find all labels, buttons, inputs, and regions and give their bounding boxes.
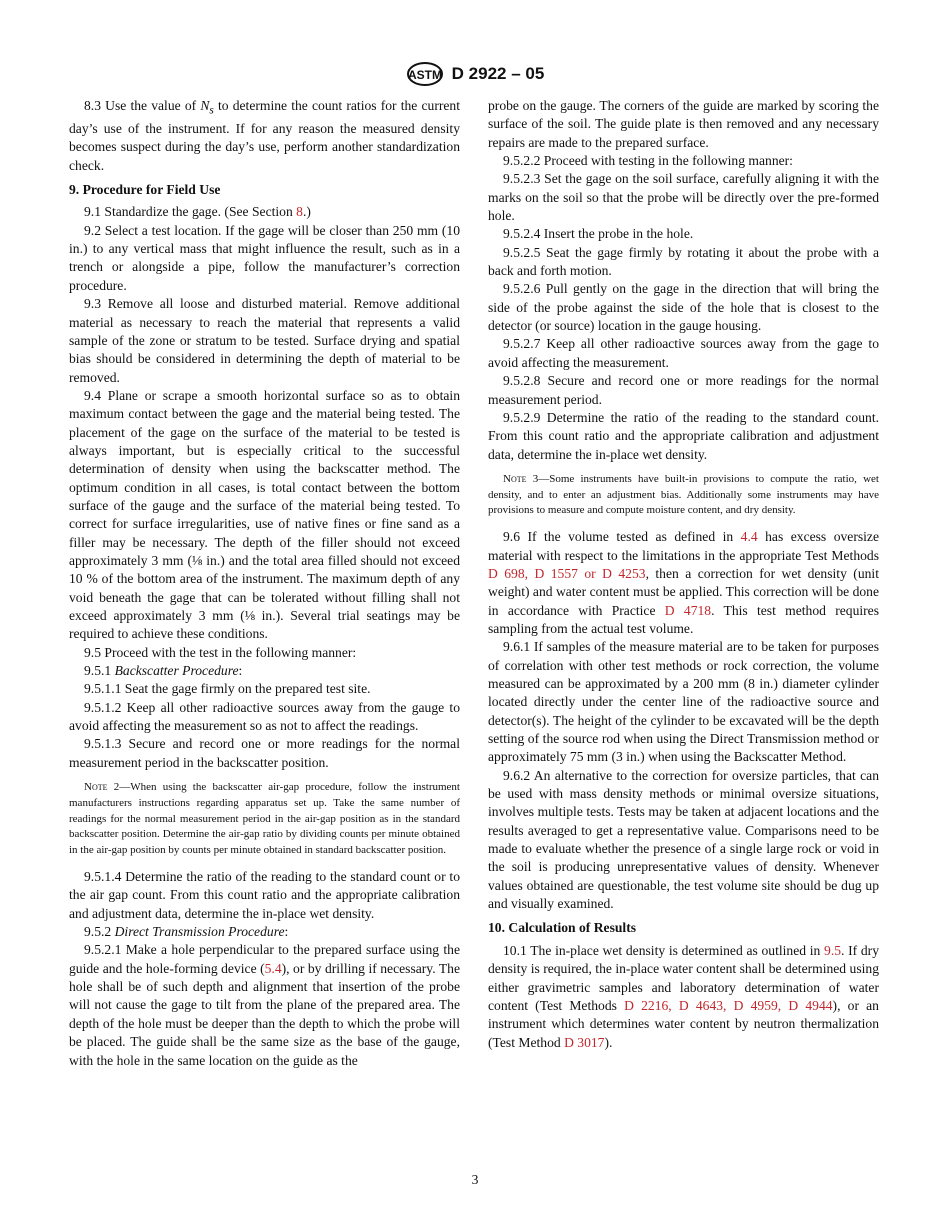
text-run: 9.6 If the volume tested as defined in: [503, 529, 741, 545]
text-run: to determine the count ratios for the current day’s use of the instrument. If for any reason the measured density becomes suspect during the day’s use, perform another standardization check.: [69, 98, 460, 173]
paragraph: [488, 97, 879, 152]
text-run: 9.5.2.1 Make a hole perpendicular to the prepared surface using the guide and the hole-forming device (: [69, 942, 460, 976]
text-run: , then a correction for wet density (unit weight) and water content must be applied. This correction will be done in accordance with Practice: [488, 565, 879, 618]
document-designation: D 2922 – 05: [451, 64, 545, 83]
page-header: [0, 60, 950, 88]
astm-logo-icon: [406, 60, 444, 88]
cross-reference-link[interactable]: D 698, D 1557 or D 4253: [488, 565, 646, 581]
paragraph: [488, 409, 879, 464]
text-run: Backscatter Procedure: [114, 663, 239, 679]
paragraph: [488, 225, 879, 243]
note: [488, 472, 879, 519]
paragraph: [69, 941, 460, 1069]
text-run: Direct Transmission Procedure: [114, 924, 285, 940]
text-run: ).: [604, 1034, 613, 1050]
note-label: Note: [503, 472, 527, 485]
cross-reference-link[interactable]: D 4718: [664, 602, 712, 618]
note-label: Note: [84, 781, 108, 794]
text-run: 9.5.1.2 Keep all other radioactive sources away from the gauge to avoid affecting the measurement so as not to affect the readings.: [69, 699, 460, 734]
text-run: 9.5.2.4 Insert the probe in the hole.: [503, 226, 694, 242]
section-heading: [488, 919, 879, 937]
paragraph: [69, 923, 460, 941]
paragraph: [69, 699, 460, 736]
paragraph: [488, 372, 879, 409]
text-run: 9.5.1.4 Determine the ratio of the reading to the standard count or to the air gap count. From this count ratio and the appropriate calibration and adjustment data, determine the in-place wet density.: [69, 869, 460, 921]
svg-text:ASTM: ASTM: [407, 68, 442, 82]
text-run: N: [200, 98, 210, 113]
paragraph: [488, 244, 879, 281]
paragraph: [69, 644, 460, 662]
page-number: 3: [471, 1172, 479, 1187]
text-run: 9.5.2.6 Pull gently on the gage in the direction that will bring the side of the probe against the side of the hole that is closest to the detector (or source) location in the gauge housing.: [488, 281, 879, 334]
right-column: [488, 97, 879, 1052]
text-run: 8.3 Use the value of: [84, 98, 201, 113]
paragraph: [69, 97, 460, 175]
cross-reference-link[interactable]: D 2216, D 4643, D 4959, D 4944: [624, 997, 833, 1013]
text-run: .): [302, 204, 311, 220]
paragraph: [488, 335, 879, 372]
cross-reference-link[interactable]: 8: [296, 204, 303, 220]
text-run: 9.5.2.9 Determine the ratio of the reading to the standard count. From this count ratio and the appropriate calibration and adjustment data, determine the in-place wet density.: [488, 409, 879, 462]
text-run: has excess oversize material with respect to the limitations in the appropriate Test Methods: [488, 529, 879, 563]
text-run: 10. Calculation of Results: [488, 920, 637, 936]
paragraph: [69, 735, 460, 772]
text-run: 9.5.2.2 Proceed with testing in the following manner:: [503, 153, 793, 169]
text-run: probe on the gauge. The corners of the guide are marked by scoring the surface of the soil. The guide plate is then removed and any necessary repairs are made to the prepared surface.: [488, 98, 879, 150]
paragraph: [488, 280, 879, 335]
text-run: s: [209, 104, 214, 117]
text-run: 9.5 Proceed with the test in the following manner:: [84, 644, 357, 660]
text-run: 9.5.1.3 Secure and record one or more readings for the normal measurement period in the backscatter position.: [69, 736, 460, 770]
text-run: . This test method requires sampling from the actual test volume.: [488, 602, 879, 636]
text-run: 2—When using the backscatter air-gap procedure, follow the instrument manufacturers instructions regarding apparatus set up. Take the same number of readings for the normal measurement period in the air-gap position as in the standard backscatter position. Determine the air-gap ratio by dividing counts per minute obtained in the air-gap position by counts per minute obtained in standard backscatter position.: [69, 781, 460, 857]
paragraph: [488, 942, 879, 1052]
text-run: 9.5.2.8 Secure and record one or more readings for the normal measurement period.: [488, 373, 879, 407]
paragraph: [488, 767, 879, 914]
text-run: 9.6.2 An alternative to the correction for oversize particles, that can be used with mass density methods or minimal oversize situations, involves multiple tests. Tests may be taken at adjacent locations and the results averaged to get a representative value. Comparisons need to be made to evaluate whether the presence of a single large rock or void in the soil is producing unrepresentative values of density. Whenever values obtained are questionable, the test volume site should be dug up and visually examined.: [488, 767, 879, 912]
text-run: 3—Some instruments have built-in provisions to compute the ratio, wet density, and to enter an adjustment bias. Additionally some instruments may have provisions to measure and compute moisture content, and dry density.: [488, 472, 879, 517]
paragraph: [69, 203, 460, 221]
note: [69, 780, 460, 859]
text-run: 9.5.2.7 Keep all other radioactive sources away from the gage to avoid affecting the measurement.: [488, 336, 879, 370]
text-run: 9.5.2.5 Seat the gage firmly by rotating it about the probe with a back and forth motion.: [488, 244, 879, 279]
text-run: ), or by drilling if necessary. The hole shall be of such depth and alignment that insertion of the probe will not cause the gage to tilt from the plane of the prepared area. The depth of the hole must be deeper than the depth to which the probe will be placed. The guide shall be the same size as the base of the gauge, with the hole in the same location on the guide as the: [69, 960, 460, 1068]
paragraph: [488, 170, 879, 225]
text-run: . If dry density is required, the in-place water content shall be determined using either gravimetric samples and laboratory determination of water content (Test Methods: [488, 942, 879, 1013]
section-heading: [69, 181, 460, 199]
cross-reference-link[interactable]: 4.4: [740, 529, 758, 545]
paragraph: [69, 662, 460, 680]
text-run: :: [284, 924, 289, 940]
text-run: 10.1 The in-place wet density is determined as outlined in: [503, 942, 825, 958]
text-run: 9.5.2: [84, 924, 115, 940]
cross-reference-link[interactable]: 9.5: [824, 942, 842, 958]
paragraph: [488, 638, 879, 766]
text-run: ), or an instrument which determines water content by neutron thermalization (Test Method: [488, 997, 879, 1050]
text-run: 9.5.2.3 Set the gage on the soil surface, carefully aligning it with the marks on the soil so that the probe will be directly over the pre-formed hole.: [488, 171, 879, 224]
text-run: 9.4 Plane or scrape a smooth horizontal surface so as to obtain maximum contact between the gage and the material being tested. The placement of the gage on the surface of the material to be tested is always important, but is especially critical to the successful determination of density when using the backscatter method. The optimum condition in all cases, is total contact between the bottom surface of the gauge and the surface of the material being tested. To correct for surface irregularities, use of native fines or fine sand as a filler may be necessary. The depth of the filler should not exceed approximately 3 mm (⅛ in.) and the total area filled should not exceed 10 % of the bottom area of the instrument. The maximum depth of any void beneath the gage that can be tolerated without filling shall not exceed approximately 3 mm (⅛ in.). Several trial seatings may be required to achieve these conditions.: [69, 387, 460, 642]
cross-reference-link[interactable]: 5.4: [264, 960, 282, 976]
paragraph: [488, 152, 879, 170]
paragraph: [69, 295, 460, 387]
left-column: [69, 97, 460, 1070]
paragraph: [69, 868, 460, 923]
text-run: :: [238, 663, 243, 679]
paragraph: [488, 528, 879, 638]
text-run: 9.5.1: [84, 663, 115, 679]
text-run: 9.3 Remove all loose and disturbed material. Remove additional material as necessary to reach the material that represents a valid sample of the zone or stratum to be tested. Surface drying and spatial bias should be considered in determining the depth of material to be removed.: [69, 296, 460, 385]
cross-reference-link[interactable]: D 3017: [564, 1034, 605, 1050]
text-run: 9.5.1.1 Seat the gage firmly on the prepared test site.: [84, 681, 371, 697]
text-run: 9.2 Select a test location. If the gage will be closer than 250 mm (10 in.) to any vertical mass that might influence the result, such as in a trench or alongside a pipe, follow the manufacturer’s correction procedure.: [69, 222, 460, 293]
text-run: 9. Procedure for Field Use: [69, 182, 221, 198]
paragraph: [69, 222, 460, 295]
text-run: 9.1 Standardize the gage. (See Section: [84, 204, 297, 220]
paragraph: [69, 680, 460, 698]
paragraph: [69, 387, 460, 644]
text-run: 9.6.1 If samples of the measure material are to be taken for purposes of correlation with other test methods or rock correction, the volume measured can be approximated by a 200 mm (8 in.) diameter cylinder located directly under the center line of the radioactive source and detector(s). The height of the cylinder to be excavated will be the depth setting of the source rod when using the Direct Transmission method or approximately 75 mm (3 in.) when using the Backscatter Method.: [488, 639, 879, 765]
